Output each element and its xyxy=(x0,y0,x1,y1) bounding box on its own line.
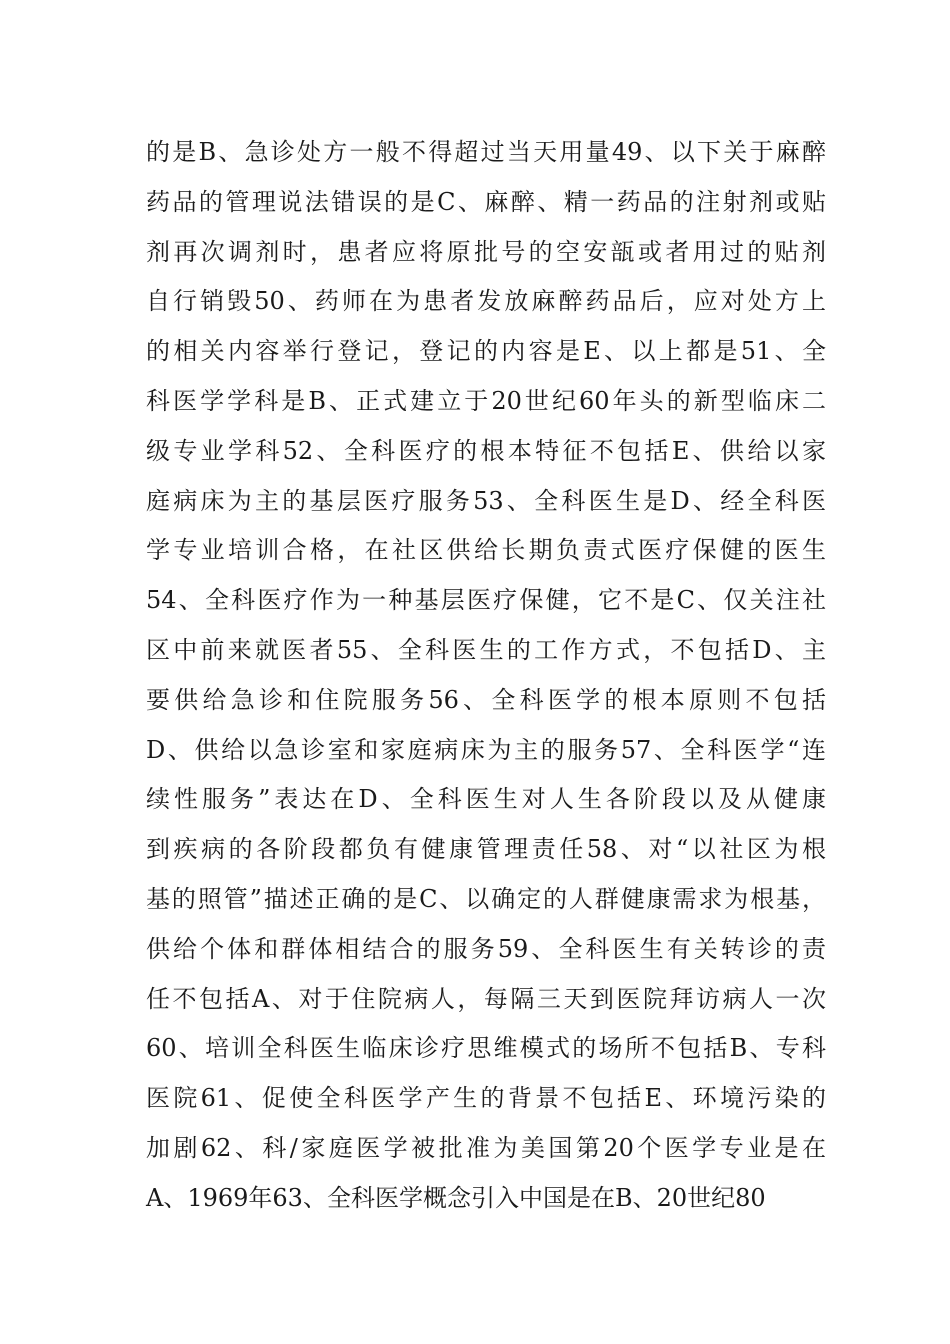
text-line: 到疾病的各阶段都负有健康管理责任58、对“以社区为根 xyxy=(146,835,826,864)
text-line: 级专业学科52、全科医疗的根本特征不包括E、供给以家 xyxy=(146,436,826,465)
text-line: 60、培训全科医生临床诊疗思维模式的场所不包括B、专科 xyxy=(146,1034,826,1063)
text-line: 区中前来就医者55、全科医生的工作方式，不包括D、主 xyxy=(146,635,826,664)
body-text xyxy=(146,128,826,1224)
text-line: D、供给以急诊室和家庭病床为主的服务57、全科医学“连 xyxy=(146,735,826,764)
text-line: 要供给急诊和住院服务56、全科医学的根本原则不包括 xyxy=(146,685,826,714)
text-line: 自行销毁50、药师在为患者发放麻醉药品后，应对处方上 xyxy=(146,287,826,316)
text-line: 学专业培训合格，在社区供给长期负责式医疗保健的医生 xyxy=(146,536,826,565)
text-line: 药品的管理说法错误的是C、麻醉、精一药品的注射剂或贴 xyxy=(146,187,826,216)
text-line: 加剧62、科/家庭医学被批准为美国第20个医学专业是在 xyxy=(146,1133,826,1162)
text-line: A、1969年63、全科医学概念引入中国是在B、20世纪80 xyxy=(146,1183,766,1212)
text-line: 庭病床为主的基层医疗服务53、全科医生是D、经全科医 xyxy=(146,486,826,515)
text-line: 54、全科医疗作为一种基层医疗保健，它不是C、仅关注社 xyxy=(146,586,826,615)
text-line: 剂再次调剂时，患者应将原批号的空安瓿或者用过的贴剂 xyxy=(146,237,826,266)
text-line: 任不包括A、对于住院病人，每隔三天到医院拜访病人一次 xyxy=(146,984,826,1013)
text-line: 的相关内容举行登记，登记的内容是E、以上都是51、全 xyxy=(146,337,826,366)
text-line: 基的照管”描述正确的是C、以确定的人群健康需求为根基， xyxy=(146,884,826,913)
text-line: 供给个体和群体相结合的服务59、全科医生有关转诊的责 xyxy=(146,934,826,963)
text-line: 的是B、急诊处方一般不得超过当天用量49、以下关于麻醉 xyxy=(146,138,826,166)
text-line: 科医学学科是B、正式建立于20世纪60年头的新型临床二 xyxy=(146,386,826,415)
text-line: 续性服务”表达在D、全科医生对人生各阶段以及从健康 xyxy=(146,785,826,814)
text-line: 医院61、促使全科医学产生的背景不包括E、环境污染的 xyxy=(146,1084,826,1113)
